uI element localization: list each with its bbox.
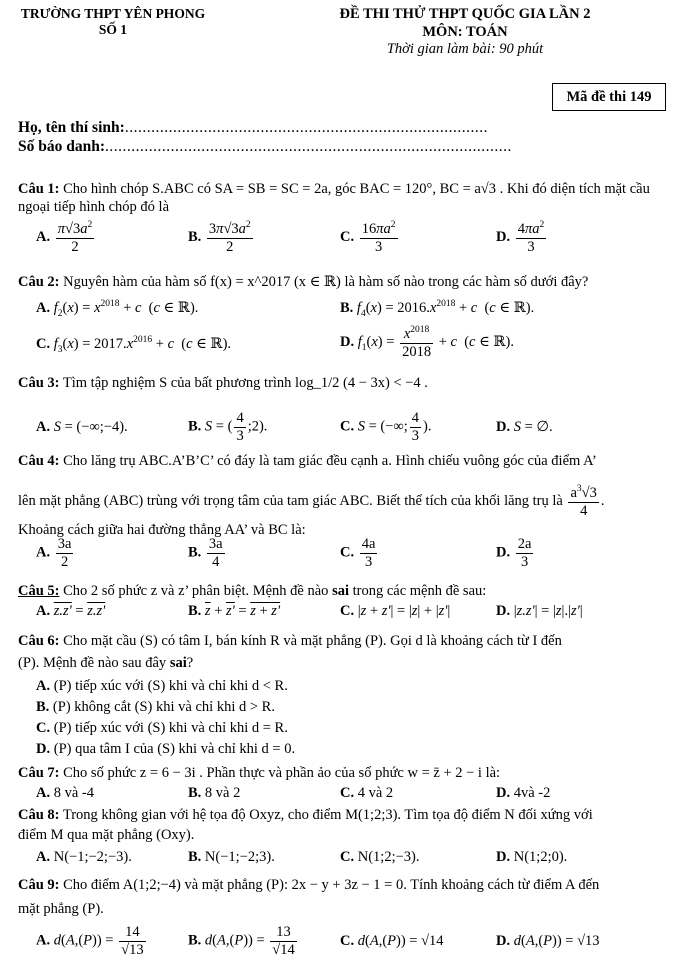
option-d[interactable]: D. d(A,(P)) = √13 <box>496 933 600 949</box>
school-name <box>18 6 208 38</box>
option-b[interactable]: B. $\frac{3\pi√3a^2}{2}$ <box>188 220 251 255</box>
question-2 <box>18 273 682 360</box>
option-a[interactable]: A. $f_2(x) = x^{2018} + c$ (c ∈ ℝ). <box>36 299 199 319</box>
question-4 <box>18 452 682 570</box>
option-b[interactable]: B. 8 và 2 <box>188 785 241 801</box>
question-6 <box>18 632 682 760</box>
question-4-line-1: Câu 4: Cho lăng trụ ABC.A’B’C’ có đáy là tam giác đều cạnh a. Hình chiếu vuông góc của điểm A’ <box>18 453 597 469</box>
question-6-options <box>18 676 682 760</box>
option-d[interactable]: D. |z.z'| = |z|.|z'| <box>496 603 583 619</box>
exam-code-box: Mã đề thi 149 <box>552 83 666 111</box>
question-8-line-1: Câu 8: Trong không gian với hệ tọa độ Oxyz, cho điểm M(1;2;3). Tìm tọa độ điểm N đối xứng với <box>18 807 593 823</box>
question-6-line-2: (P). Mệnh đề nào sau đây sai? <box>18 655 194 672</box>
option-a[interactable]: A. S = (−∞;−4). <box>36 419 128 435</box>
question-5-options <box>18 602 682 624</box>
question-8-options <box>18 848 682 868</box>
option-c[interactable]: C. d(A,(P)) = √14 <box>340 933 444 949</box>
option-c[interactable]: C. |z + z'| = |z| + |z'| <box>340 603 451 619</box>
question-3-text: Câu 3: Tìm tập nghiệm S của bất phương trình log_1/2 (4 − 3x) < −4 . <box>18 375 428 391</box>
question-7-options <box>18 784 682 804</box>
option-c[interactable]: C. $\frac{16\pi a^2}{3}$ <box>340 220 396 255</box>
question-4-line-2: lên mặt phẳng (ABC) trùng với trọng tâm của tam giác ABC. Biết thể tích của khối lăng trụ là $\frac{a^3√3}{4}$ . <box>18 484 605 519</box>
question-9-line-2: mặt phẳng (P). <box>18 901 104 918</box>
question-1-text: Câu 1: Cho hình chóp S.ABC có SA = SB = SC = 2a, góc BAC = 120°, BC = a√3 . Khi đó diện tích mặt cầu ngoại tiếp hình chóp đó là <box>18 181 650 216</box>
option-d[interactable]: D. 4và -2 <box>496 785 551 801</box>
exam-heading <box>285 6 645 59</box>
question-4-options <box>18 536 682 576</box>
question-8 <box>18 806 682 865</box>
candidate-name-label: Họ, tên thí sinh: <box>18 119 125 136</box>
question-9-options <box>18 924 682 964</box>
option-a[interactable]: A. $\frac{3a}{2}$ <box>36 536 72 570</box>
exam-duration: Thời gian làm bài: 90 phút <box>386 41 544 58</box>
question-7 <box>18 764 682 801</box>
exam-subject: MÔN: TOÁN <box>422 23 508 40</box>
question-5 <box>18 582 682 619</box>
question-5-text: Câu 5: Cho 2 số phức z và z’ phân biệt. Mệnh đề nào sai trong các mệnh đề sau: <box>18 583 487 599</box>
question-3 <box>18 374 682 444</box>
exam-title: ĐỀ THI THỬ THPT QUỐC GIA LẦN 2 <box>339 6 591 22</box>
option-a[interactable]: A. 8 và -4 <box>36 785 94 801</box>
candidate-name-line: Họ, tên thí sinh:................................................................................... <box>18 119 488 136</box>
question-8-line-2: điểm M qua mặt phẳng (Oxy). <box>18 827 195 844</box>
option-d[interactable]: D. $f_1(x)$ = $\frac{x^{2018}}{2018}$ + c (c ∈ ℝ). <box>340 325 514 360</box>
question-2-text: Câu 2: Nguyên hàm của hàm số f(x) = x^2017 (x ∈ ℝ) là hàm số nào trong các hàm số dưới đây? <box>18 274 589 290</box>
option-d[interactable]: D. (P) qua tâm I của (S) khi và chỉ khi d = 0. <box>36 741 296 758</box>
option-c[interactable]: C. S = (−∞; $\frac{4}{3}$ ). <box>340 410 432 444</box>
school-line-2: SỐ 1 <box>98 22 128 38</box>
option-b[interactable]: B. d(A,(P)) = $\frac{13}{√14}$ <box>188 924 295 958</box>
question-9 <box>18 876 682 958</box>
option-d[interactable]: D. $\frac{4\pi a^2}{3}$ <box>496 220 545 255</box>
option-b[interactable]: B. S = ( $\frac{4}{3}$ ;2). <box>188 410 268 444</box>
question-3-options <box>18 410 682 450</box>
option-a[interactable]: A. d(A,(P)) = $\frac{14}{√13}$ <box>36 924 144 958</box>
option-d[interactable]: D. N(1;2;0). <box>496 849 568 865</box>
question-1 <box>18 180 682 255</box>
question-6-line-1: Câu 6: Cho mặt cầu (S) có tâm I, bán kính R và mặt phẳng (P). Gọi d là khoảng cách từ I đến <box>18 633 562 649</box>
option-d[interactable]: D. $\frac{2a}{3}$ <box>496 536 532 570</box>
question-7-text: Câu 7: Cho số phức z = 6 − 3i . Phần thực và phần ảo của số phức w = z̄ + 2 − i là: <box>18 765 501 781</box>
option-d[interactable]: D. S = ∅. <box>496 419 553 435</box>
question-1-options <box>18 220 682 260</box>
candidate-id-label: Số báo danh: <box>18 138 106 155</box>
option-b[interactable]: B. (P) không cắt (S) khi và chỉ khi d > R. <box>36 699 275 716</box>
option-b[interactable]: B. $\frac{3a}{4}$ <box>188 536 223 570</box>
option-a[interactable]: A. $\frac{\pi√3a^2}{2}$ <box>36 220 93 255</box>
option-a[interactable]: A. N(−1;−2;−3). <box>36 849 132 865</box>
question-4-line-3: Khoảng cách giữa hai đường thẳng AA’ và BC là: <box>18 522 306 539</box>
option-c[interactable]: C. (P) tiếp xúc với (S) khi và chỉ khi d = R. <box>36 720 288 737</box>
question-2-options-row1 <box>18 299 682 321</box>
option-b[interactable]: B. N(−1;−2;3). <box>188 849 275 865</box>
candidate-id-line: Số báo danh:............................................................................................. <box>18 138 512 155</box>
option-a[interactable]: A. z.z' = z.z' <box>36 603 106 619</box>
question-9-line-1: Câu 9: Cho điểm A(1;2;−4) và mặt phẳng (P): 2x − y + 3z − 1 = 0. Tính khoảng cách từ điểm A đến <box>18 877 600 893</box>
option-b[interactable]: B. $\overline{z} + z' = z + z'$ <box>188 603 281 619</box>
option-c[interactable]: C. $\frac{4a}{3}$ <box>340 536 376 570</box>
question-2-options-row2 <box>18 325 682 365</box>
school-line-1: TRƯỜNG THPT YÊN PHONG <box>20 6 206 21</box>
option-a[interactable]: A. (P) tiếp xúc với (S) khi và chỉ khi d < R. <box>36 678 288 695</box>
option-c[interactable]: C. $f_3(x) = 2017.x^{2016} + c$ (c ∈ ℝ). <box>36 335 232 355</box>
option-c[interactable]: C. N(1;2;−3). <box>340 849 420 865</box>
option-c[interactable]: C. 4 và 2 <box>340 785 394 801</box>
option-b[interactable]: B. $f_4(x) = 2016.x^{2018} + c$ (c ∈ ℝ). <box>340 299 535 319</box>
